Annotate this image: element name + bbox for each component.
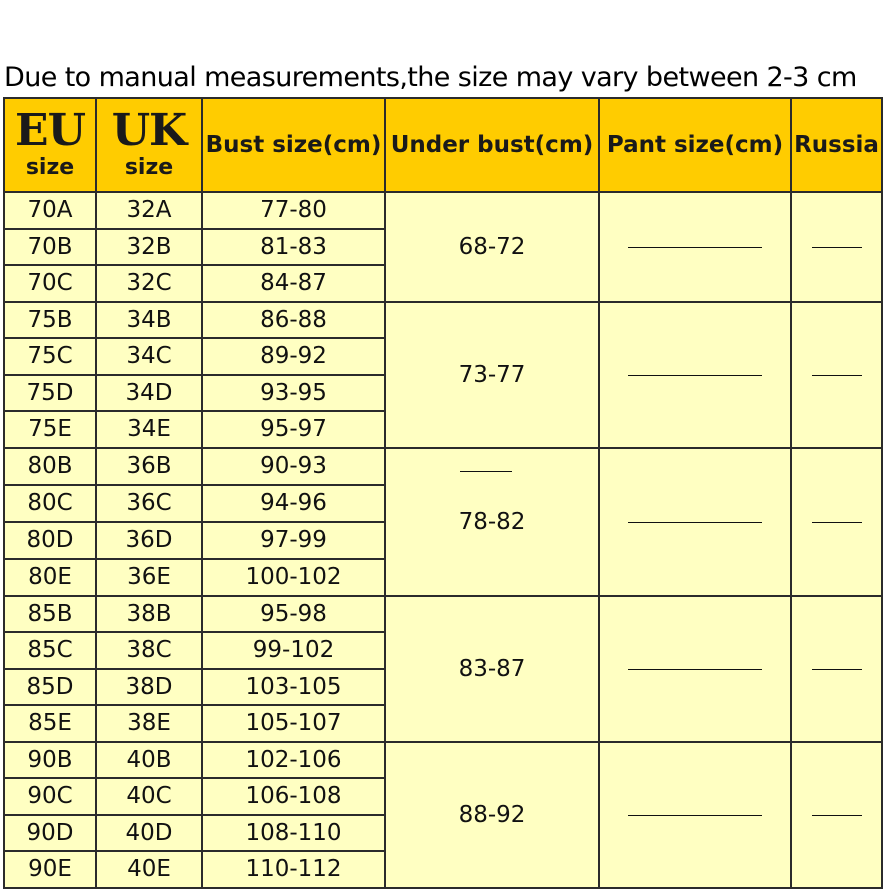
table-body [4,192,882,888]
eu-size-cell: 70B [4,229,96,266]
russia-size-cell [791,192,882,302]
under-bust-cell: 73-77 [385,302,599,448]
table-row [4,596,882,633]
eu-size-cell: 85B [4,596,96,633]
table-row [4,742,882,779]
eu-size-cell: 85C [4,632,96,669]
eu-size-cell: 85E [4,705,96,742]
eu-size-cell: 80C [4,485,96,522]
bust-size-cell: 95-98 [202,596,385,633]
bust-size-cell: 95-97 [202,411,385,448]
uk-size-cell: 34C [96,338,202,375]
bust-size-cell: 106-108 [202,778,385,815]
uk-size-cell: 36D [96,522,202,559]
uk-size-cell: 32C [96,265,202,302]
dash-divider [812,247,862,248]
dash-divider [628,522,762,523]
header-pant-size: Pant size(cm) [599,98,791,192]
uk-label: UK [111,105,187,156]
header-russia: Russia [791,98,882,192]
uk-size-cell: 34E [96,411,202,448]
size-chart-table [3,97,883,889]
eu-size-cell: 70A [4,192,96,229]
dash-divider [812,815,862,816]
bust-size-cell: 108-110 [202,815,385,852]
russia-size-cell [791,448,882,596]
uk-size-cell: 36E [96,559,202,596]
bust-size-cell: 110-112 [202,851,385,888]
bust-size-cell: 77-80 [202,192,385,229]
uk-size-cell: 36B [96,448,202,485]
uk-size-cell: 38D [96,669,202,706]
table-row [4,448,882,485]
table-row [4,192,882,229]
bust-size-cell: 93-95 [202,375,385,412]
russia-size-cell [791,302,882,448]
eu-size-cell: 80E [4,559,96,596]
header-bust-size: Bust size(cm) [202,98,385,192]
uk-size-cell: 34D [96,375,202,412]
table-row [4,302,882,339]
pant-size-cell [599,192,791,302]
uk-size-cell: 32B [96,229,202,266]
bust-size-cell: 84-87 [202,265,385,302]
uk-size-cell: 38E [96,705,202,742]
pant-size-cell [599,302,791,448]
dash-divider [628,375,762,376]
eu-size-cell: 90E [4,851,96,888]
dash-divider [628,247,762,248]
dash-divider [812,375,862,376]
uk-size-cell: 38C [96,632,202,669]
pant-size-cell [599,596,791,742]
under-bust-cell: 88-92 [385,742,599,888]
eu-size-cell: 90D [4,815,96,852]
eu-size-cell: 75E [4,411,96,448]
eu-size-cell: 90C [4,778,96,815]
dash-divider [812,522,862,523]
bust-size-cell: 102-106 [202,742,385,779]
dash-divider [812,669,862,670]
under-bust-wrap [386,449,598,595]
measurement-notice: Due to manual measurements,the size may vary between 2-3 cm [4,62,857,93]
under-bust-value: 78-82 [458,508,526,535]
bust-size-cell: 89-92 [202,338,385,375]
dash-divider [628,815,762,816]
under-bust-cell: 83-87 [385,596,599,742]
bust-size-cell: 90-93 [202,448,385,485]
uk-size-cell: 34B [96,302,202,339]
uk-size-cell: 40D [96,815,202,852]
eu-label: EU [15,105,85,156]
under-bust-cell: 68-72 [385,192,599,302]
eu-size-cell: 70C [4,265,96,302]
russia-size-cell [791,596,882,742]
bust-size-cell: 81-83 [202,229,385,266]
header-under-bust: Under bust(cm) [385,98,599,192]
eu-size-cell: 80B [4,448,96,485]
eu-size-cell: 85D [4,669,96,706]
uk-size-label: size [124,155,174,180]
bust-size-cell: 97-99 [202,522,385,559]
bust-size-cell: 99-102 [202,632,385,669]
uk-size-cell: 40B [96,742,202,779]
dash-divider [460,471,512,472]
eu-size-cell: 75B [4,302,96,339]
pant-size-cell [599,742,791,888]
uk-size-cell: 32A [96,192,202,229]
uk-size-cell: 40E [96,851,202,888]
eu-size-label: size [25,155,75,180]
russia-size-cell [791,742,882,888]
header-eu-size [4,98,96,192]
eu-size-cell: 75D [4,375,96,412]
under-bust-cell [385,448,599,596]
eu-size-cell: 80D [4,522,96,559]
uk-size-cell: 38B [96,596,202,633]
uk-size-cell: 36C [96,485,202,522]
bust-size-cell: 94-96 [202,485,385,522]
eu-size-cell: 90B [4,742,96,779]
header-uk-size [96,98,202,192]
uk-size-cell: 40C [96,778,202,815]
bust-size-cell: 86-88 [202,302,385,339]
header-row [4,98,882,192]
pant-size-cell [599,448,791,596]
eu-size-cell: 75C [4,338,96,375]
dash-divider [628,669,762,670]
bust-size-cell: 103-105 [202,669,385,706]
bust-size-cell: 105-107 [202,705,385,742]
bust-size-cell: 100-102 [202,559,385,596]
